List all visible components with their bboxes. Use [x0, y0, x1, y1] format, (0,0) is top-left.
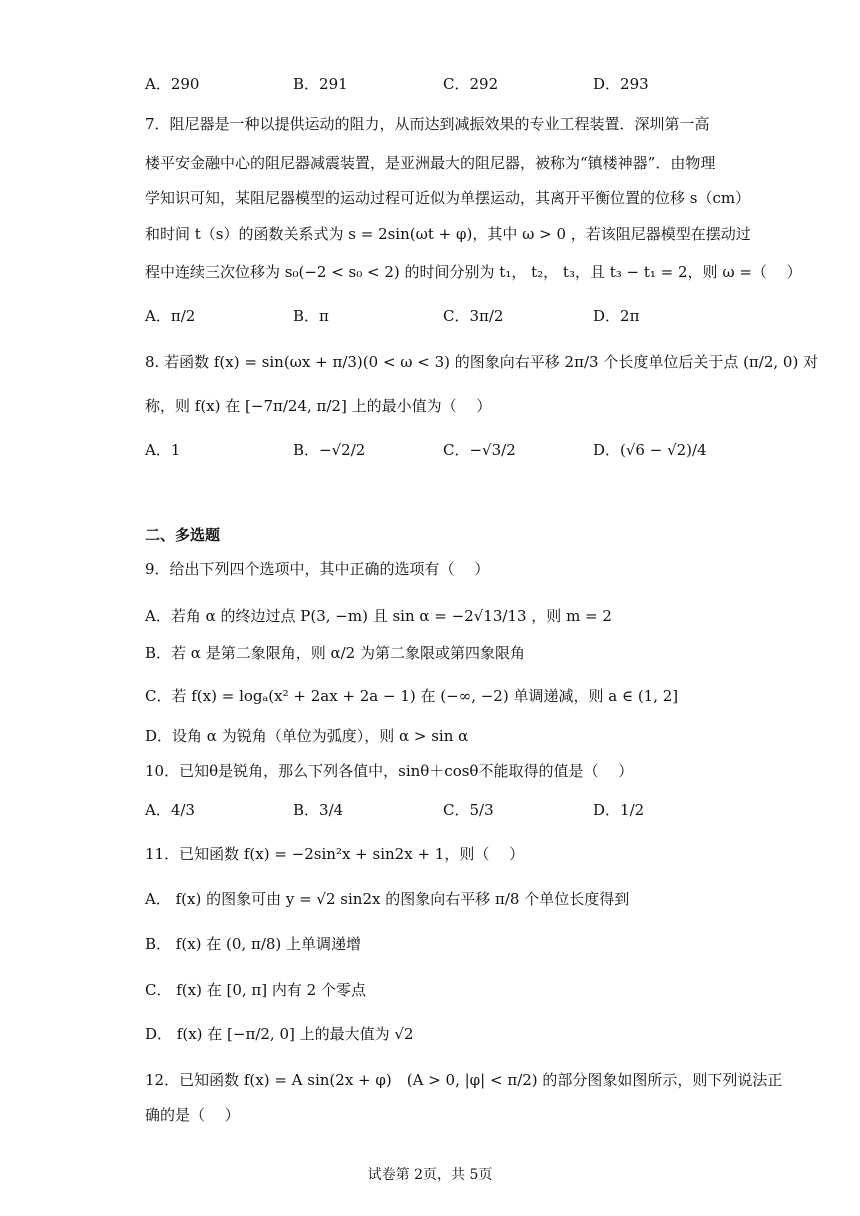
q11-option-a: A． f(x) 的图象可由 y = √2 sin2x 的图象向右平移 π/8 个单位长度得到 — [145, 890, 630, 908]
q11-option-c: C． f(x) 在 [0, π] 内有 2 个零点 — [145, 981, 366, 999]
q11-option-d: D． f(x) 在 [−π/2, 0] 上的最大值为 √2 — [145, 1025, 414, 1043]
q7-option-b: B．π — [293, 307, 329, 325]
q7-line-4: 和时间 t（s）的函数关系式为 s = 2sin(ωt + φ)，其中 ω > 0 ，若该阻尼器模型在摆动过 — [145, 225, 751, 243]
q12-line-1: 12．已知函数 f(x) = A sin(2x + φ) (A > 0, |φ| < π/2) 的部分图象如图所示，则下列说法正 — [145, 1071, 783, 1089]
q6-option-a: A．290 — [145, 75, 200, 93]
q10-stem: 10．已知θ是锐角，那么下列各值中，sinθ＋cosθ不能取得的值是（ ） — [145, 762, 634, 780]
q9-stem: 9．给出下列四个选项中，其中正确的选项有（ ） — [145, 560, 490, 578]
q11-option-b: B． f(x) 在 (0, π/8) 上单调递增 — [145, 935, 362, 953]
q10-option-a: A．4/3 — [145, 801, 195, 819]
q7-option-a: A．π/2 — [145, 307, 196, 325]
q8-option-b: B．−√2/2 — [293, 441, 366, 459]
q9-option-a: A．若角 α 的终边过点 P(3, −m) 且 sin α = −2√13/13 ，则 m = 2 — [145, 607, 612, 625]
q10-option-c: C．5/3 — [443, 801, 494, 819]
q8-line-1: 8. 若函数 f(x) = sin(ωx + π/3)(0 < ω < 3) 的图象向右平移 2π/3 个长度单位后关于点 (π/2, 0) 对 — [145, 353, 819, 371]
q7-option-d: D．2π — [593, 307, 640, 325]
q8-option-d: D．(√6 − √2)/4 — [593, 441, 707, 459]
page-footer: 试卷第 2页，共 5页 — [367, 1167, 493, 1183]
q7-line-3: 学知识可知，某阻尼器模型的运动过程可近似为单摆运动，其离开平衡位置的位移 s（cm） — [145, 189, 751, 207]
q10-option-b: B．3/4 — [293, 801, 344, 819]
q6-option-d: D．293 — [593, 75, 649, 93]
q7-line-2: 楼平安金融中心的阻尼器减震装置，是亚洲最大的阻尼器，被称为“镇楼神器”．由物理 — [145, 154, 716, 172]
q11-stem: 11．已知函数 f(x) = −2sin²x + sin2x + 1，则（ ） — [145, 845, 525, 863]
q7-option-c: C．3π/2 — [443, 307, 504, 325]
q6-option-b: B．291 — [293, 75, 348, 93]
q6-option-c: C．292 — [443, 75, 499, 93]
q9-option-d: D．设角 α 为锐角（单位为弧度），则 α > sin α — [145, 727, 469, 745]
q8-line-2: 称，则 f(x) 在 [−7π/24, π/2] 上的最小值为（ ） — [145, 397, 492, 415]
q7-line-5: 程中连续三次位移为 s₀(−2 < s₀ < 2) 的时间分别为 t₁， t₂， t₃，且 t₃ − t₁ = 2，则 ω =（ ） — [145, 263, 802, 281]
q10-option-d: D．1/2 — [593, 801, 645, 819]
q8-option-c: C．−√3/2 — [443, 441, 516, 459]
q9-option-b: B．若 α 是第二象限角，则 α/2 为第二象限或第四象限角 — [145, 644, 525, 662]
q7-line-1: 7．阻尼器是一种以提供运动的阻力，从而达到减振效果的专业工程装置．深圳第一高 — [145, 115, 710, 133]
q8-option-a: A．1 — [145, 441, 181, 459]
section-title: 二、多选题 — [145, 526, 221, 544]
q12-line-2: 确的是（ ） — [145, 1106, 240, 1124]
q9-option-c: C．若 f(x) = logₐ(x² + 2ax + 2a − 1) 在 (−∞, −2) 单调递减，则 a ∈ (1, 2] — [145, 687, 679, 705]
